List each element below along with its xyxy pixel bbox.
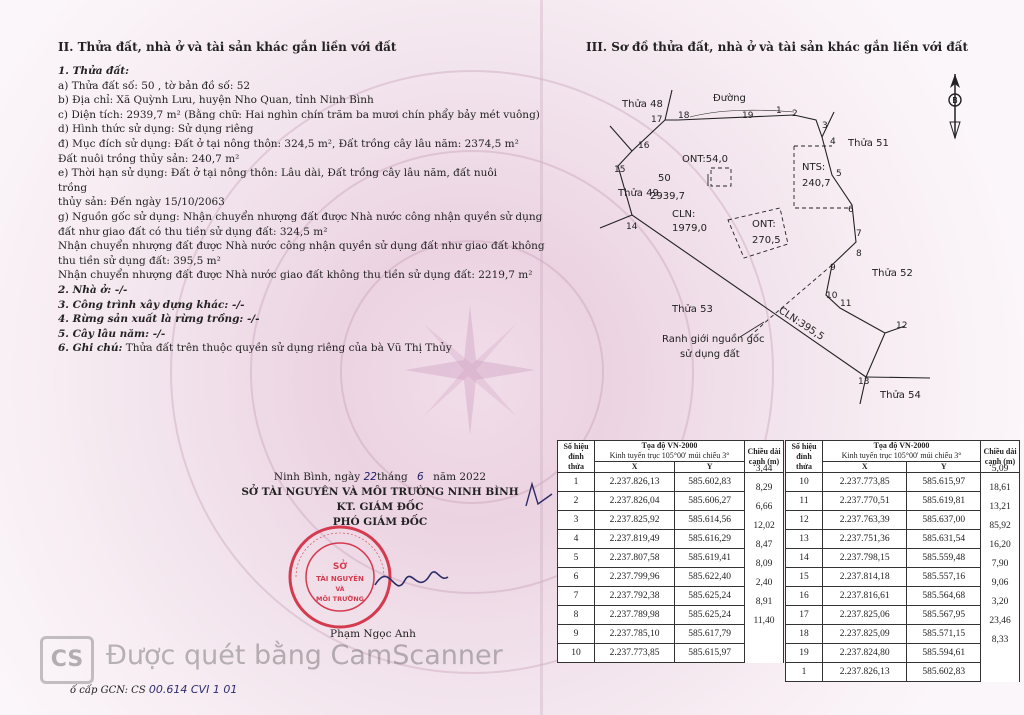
land-info-line: 5. Cây lâu năm: -/- (58, 327, 166, 340)
cell-n: 1 (786, 663, 823, 682)
cell-x: 2.237.826,04 (595, 492, 675, 511)
land-info-line: Nhận chuyển nhượng đất được Nhà nước giao đất không thu tiền sử dụng đất: 2219,7 m² (58, 269, 533, 282)
parcel-49-label: Thửa 49 (618, 188, 659, 199)
table-row (786, 492, 1020, 511)
cell-len: 7,90 (981, 568, 1020, 587)
cell-x: 2.237.816,61 (823, 587, 907, 606)
table-row (786, 511, 1020, 530)
cell-y: 585.625,24 (675, 587, 745, 606)
table-row (786, 644, 1020, 663)
parcel-54-label: Thửa 54 (880, 390, 921, 401)
land-info-line: 3. Công trình xây dựng khác: -/- (58, 298, 245, 311)
cell-len: 8,47 (745, 549, 784, 568)
cell-x: 2.237.770,51 (823, 492, 907, 511)
camscanner-logo-icon: CS (40, 636, 94, 684)
cell-len: 9,06 (981, 587, 1020, 606)
cell-len: 8,09 (745, 568, 784, 587)
col-length-header: Chiều dài cạnh (m) (745, 441, 784, 473)
parcel-48-label: Thửa 48 (622, 99, 663, 110)
cell-n: 12 (786, 511, 823, 530)
cell-y: 585.625,24 (675, 606, 745, 625)
col-y-header: Y (907, 462, 981, 473)
ont2-label: ONT: (752, 219, 776, 230)
svg-text:TÀI NGUYÊN: TÀI NGUYÊN (316, 575, 364, 583)
boundary-note-2: sử dụng đất (680, 349, 740, 360)
svg-text:2: 2 (792, 109, 798, 119)
table-row (786, 568, 1020, 587)
cell-x: 2.237.798,15 (823, 549, 907, 568)
land-info-line: 1. Thửa đất: (58, 65, 130, 77)
land-info-line: đ) Mục đích sử dụng: Đất ở tại nông thôn: 324,5 m², Đất trồng cây lâu năm: 2374,5 m² (58, 137, 519, 150)
parcel-map (560, 70, 1024, 420)
cell-n: 18 (786, 625, 823, 644)
cell-n: 8 (558, 606, 595, 625)
cell-n: 3 (558, 511, 595, 530)
cell-n: 5 (558, 549, 595, 568)
cell-y: 585.619,81 (907, 492, 981, 511)
cell-x: 2.237.807,58 (595, 549, 675, 568)
cell-y: 585.559,48 (907, 549, 981, 568)
cln-label: CLN: (672, 209, 696, 220)
signing-title-2: PHÓ GIÁM ĐỐC (332, 516, 428, 528)
cell-n: 17 (786, 606, 823, 625)
cell-y: 585.637,00 (907, 511, 981, 530)
cell-n: 7 (558, 587, 595, 606)
cell-x: 2.237.773,85 (823, 473, 907, 492)
sheet-fold (540, 0, 543, 715)
signing-org: SỞ TÀI NGUYÊN VÀ MÔI TRƯỜNG NINH BÌNH (241, 486, 519, 498)
svg-text:13: 13 (858, 377, 870, 387)
cell-len: 12,02 (745, 530, 784, 549)
cell-y: 585.602,83 (675, 473, 745, 492)
cell-y: 585.571,15 (907, 625, 981, 644)
cell-y: 585.606,27 (675, 492, 745, 511)
table-row (786, 473, 1020, 492)
svg-text:12: 12 (896, 321, 908, 331)
svg-text:18: 18 (678, 111, 690, 121)
table-row (558, 625, 784, 644)
cell-y: 585.564,68 (907, 587, 981, 606)
section-iii-title: III. Sơ đồ thửa đất, nhà ở và tài sản khác gắn liền với đất (586, 40, 969, 54)
svg-text:14: 14 (626, 222, 638, 232)
col-y-header: Y (675, 462, 745, 473)
nts-value: 240,7 (802, 178, 831, 189)
cell-len: 8,33 (981, 644, 1020, 663)
col-length-header: Chiều dài cạnh (m) (981, 441, 1020, 473)
table-row (558, 492, 784, 511)
section-ii-title: II. Thửa đất, nhà ở và tài sản khác gắn liền với đất (58, 40, 397, 54)
cell-n: 10 (786, 473, 823, 492)
svg-text:MÔI TRƯỜNG: MÔI TRƯỜNG (316, 595, 364, 603)
cell-y: 585.617,79 (675, 625, 745, 644)
cln-value: 1979,0 (672, 223, 707, 234)
boundary-note-1: Ranh giới nguồn gốc (662, 334, 765, 345)
svg-text:1: 1 (776, 106, 782, 116)
svg-text:11: 11 (840, 299, 852, 309)
parcel-53-label: Thửa 53 (672, 304, 713, 315)
land-info-line: đất như giao đất có thu tiền sử dụng đất: 324,5 m² (58, 225, 328, 238)
col-x-header: X (595, 462, 675, 473)
gcn-number: ố cấp GCN: CS 00.614 CVI 1 01 (70, 683, 238, 696)
svg-text:17: 17 (651, 115, 663, 125)
cell-x: 2.237.799,96 (595, 568, 675, 587)
table-row (558, 568, 784, 587)
road-label: Đường (713, 93, 746, 104)
parcel-51-label: Thửa 51 (848, 138, 889, 149)
cell-len: 2,40 (745, 587, 784, 606)
table-row (786, 549, 1020, 568)
svg-text:16: 16 (638, 141, 650, 151)
cell-len: 23,46 (981, 625, 1020, 644)
svg-text:VÀ: VÀ (335, 586, 345, 593)
table-row (786, 530, 1020, 549)
land-info-line: a) Thửa đất số: 50 , tờ bản đồ số: 52 (58, 79, 251, 92)
cell-x: 2.237.792,38 (595, 587, 675, 606)
col-vertex-header: Số hiệu đỉnh thửa (558, 441, 595, 473)
table-row (558, 606, 784, 625)
table-row (558, 549, 784, 568)
col-vertex-header: Số hiệu đỉnh thửa (786, 441, 823, 473)
land-info-line: e) Thời hạn sử dụng: Đất ở tại nông thôn: Lâu dài, Đất trồng cây lâu năm, đất nuôi trồng (58, 167, 498, 194)
cell-x: 2.237.824,80 (823, 644, 907, 663)
cell-n: 9 (558, 625, 595, 644)
svg-text:7: 7 (856, 229, 862, 239)
parcel-area: 2939,7 (650, 191, 685, 202)
col-coords-header: Tọa độ VN-2000 Kinh tuyến trục 105°00' múi chiếu 3° (595, 441, 745, 462)
cell-n: 13 (786, 530, 823, 549)
cell-x: 2.237.826,13 (595, 473, 675, 492)
cell-y: 585.622,40 (675, 568, 745, 587)
ont1-label: ONT:54,0 (682, 154, 728, 165)
cell-n: 2 (558, 492, 595, 511)
cell-x: 2.237.763,39 (823, 511, 907, 530)
cell-len: 3,44 (745, 473, 784, 492)
cell-x: 2.237.819,49 (595, 530, 675, 549)
cell-n: 11 (786, 492, 823, 511)
land-info-line: 6. Ghi chú: Thửa đất trên thuộc quyền sử dụng riêng của bà Vũ Thị Thủy (58, 342, 452, 355)
cell-len: 16,20 (981, 549, 1020, 568)
cell-len: 3,20 (981, 606, 1020, 625)
table-row (558, 587, 784, 606)
cell-y: 585.616,29 (675, 530, 745, 549)
cell-n: 15 (786, 568, 823, 587)
svg-text:8: 8 (856, 249, 862, 259)
svg-text:3: 3 (822, 121, 828, 131)
cell-x: 2.237.751,36 (823, 530, 907, 549)
land-info-line: Đất nuôi trồng thủy sản: 240,7 m² (58, 152, 240, 165)
table-row (558, 530, 784, 549)
land-info-line: Nhận chuyển nhượng đất được Nhà nước công nhận quyền sử dụng đất như giao đất không (58, 240, 545, 253)
cell-len: 11,40 (745, 625, 784, 644)
nts-label: NTS: (802, 162, 826, 173)
cell-y: 585.602,83 (907, 663, 981, 682)
svg-text:B: B (952, 96, 958, 105)
svg-text:15: 15 (614, 165, 626, 175)
land-info-text (58, 64, 545, 356)
cell-y: 585.594,61 (907, 644, 981, 663)
col-coords-header: Tọa độ VN-2000 Kinh tuyến trục 105°00' múi chiếu 3° (823, 441, 981, 462)
table-row (558, 644, 784, 663)
camscanner-watermark: Được quét bằng CamScanner (106, 640, 503, 671)
cell-len: 13,21 (981, 511, 1020, 530)
cell-n: 19 (786, 644, 823, 663)
cell-x: 2.237.789,98 (595, 606, 675, 625)
signing-title-1: KT. GIÁM ĐỐC (336, 501, 424, 513)
cell-n: 1 (558, 473, 595, 492)
parcel-number: 50 (658, 173, 671, 184)
cell-n: 14 (786, 549, 823, 568)
cell-len: 6,66 (745, 511, 784, 530)
cell-n: 16 (786, 587, 823, 606)
place-date: Ninh Bình, ngày 22tháng 6 năm 2022 (273, 471, 487, 483)
cell-y: 585.557,16 (907, 568, 981, 587)
land-info-line: thủy sản: Đến ngày 15/10/2063 (58, 196, 225, 209)
coordinate-table-left (557, 440, 784, 663)
svg-text:SỞ: SỞ (332, 562, 348, 572)
svg-text:6: 6 (848, 205, 854, 215)
cell-y: 585.619,41 (675, 549, 745, 568)
cell-len (981, 663, 1020, 682)
cell-len: 8,29 (745, 492, 784, 511)
svg-text:9: 9 (830, 263, 836, 273)
table-row (558, 511, 784, 530)
ont2-value: 270,5 (752, 235, 781, 246)
cell-len: 5,09 (981, 473, 1020, 492)
svg-text:4: 4 (830, 137, 836, 147)
handwritten-signature (370, 555, 450, 605)
cell-y: 585.614,56 (675, 511, 745, 530)
cell-x: 2.237.825,06 (823, 606, 907, 625)
cell-y: 585.615,97 (907, 473, 981, 492)
cell-n: 4 (558, 530, 595, 549)
cell-len: 85,92 (981, 530, 1020, 549)
table-row (786, 606, 1020, 625)
table-row (786, 625, 1020, 644)
initials-mark (518, 480, 558, 510)
cell-x: 2.237.814,18 (823, 568, 907, 587)
land-info-line: c) Diện tích: 2939,7 m² (Bằng chữ: Hai nghìn chín trăm ba mươi chín phẩy bảy mét vuông) (58, 108, 540, 121)
land-info-line: 4. Rừng sản xuất là rừng trồng: -/- (58, 313, 260, 326)
signature-block (215, 470, 545, 530)
cell-x: 2.237.773,85 (595, 644, 675, 663)
cell-x: 2.237.825,92 (595, 511, 675, 530)
coordinate-table-right (785, 440, 1020, 682)
cell-x: 2.237.825,09 (823, 625, 907, 644)
land-info-line: b) Địa chỉ: Xã Quỳnh Lưu, huyện Nho Quan, tỉnh Ninh Bình (58, 94, 374, 107)
cell-x: 2.237.785,10 (595, 625, 675, 644)
signer-name: Phạm Ngọc Anh (330, 628, 416, 640)
cell-y: 585.615,97 (675, 644, 745, 663)
cell-n: 10 (558, 644, 595, 663)
cell-n: 6 (558, 568, 595, 587)
cell-x: 2.237.826,13 (823, 663, 907, 682)
parcel-52-label: Thửa 52 (872, 268, 913, 279)
table-row (786, 587, 1020, 606)
svg-text:19: 19 (742, 111, 754, 121)
cell-y: 585.567,95 (907, 606, 981, 625)
land-info-line: 2. Nhà ở: -/- (58, 283, 128, 296)
land-info-line: d) Hình thức sử dụng: Sử dụng riêng (58, 123, 254, 136)
land-info-line: g) Nguồn gốc sử dụng: Nhận chuyển nhượng đất được Nhà nước công nhận quyền sử dụng (58, 210, 543, 223)
svg-text:5: 5 (836, 169, 842, 179)
cell-len (745, 644, 784, 663)
cell-y: 585.631,54 (907, 530, 981, 549)
land-info-line: thu tiền sử dụng đất: 395,5 m² (58, 254, 221, 267)
svg-text:10: 10 (826, 291, 838, 301)
cell-len: 8,91 (745, 606, 784, 625)
col-x-header: X (823, 462, 907, 473)
cell-len: 18,61 (981, 492, 1020, 511)
cln2-label: CLN:395,5 (776, 305, 826, 343)
table-row (786, 663, 1020, 682)
table-row (558, 473, 784, 492)
